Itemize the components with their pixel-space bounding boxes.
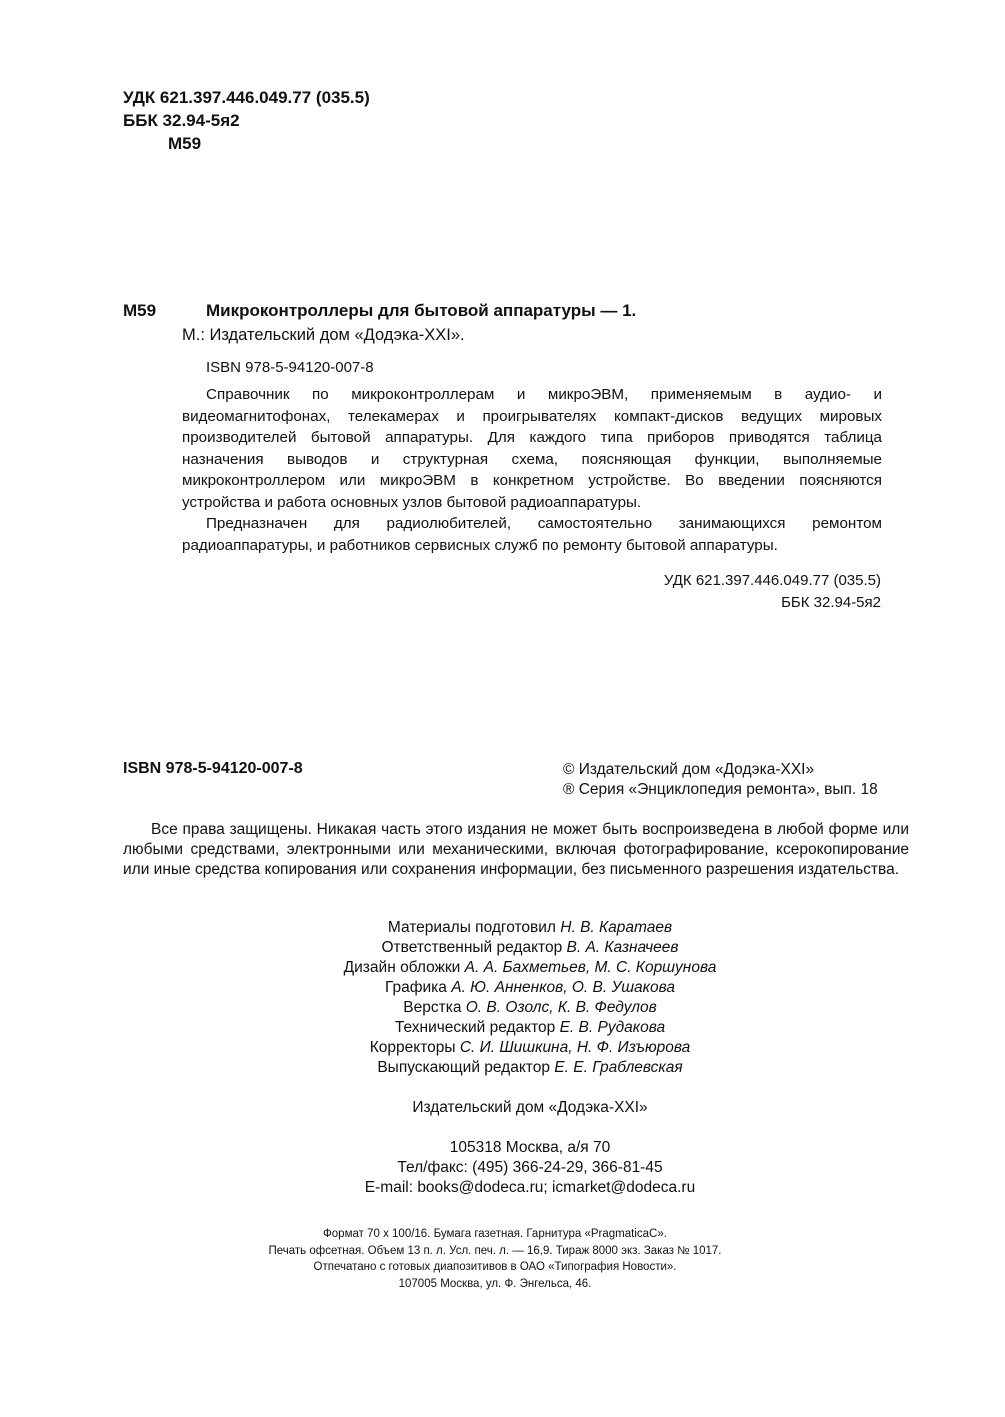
- staff-line: [230, 998, 830, 1018]
- staff-line: [230, 938, 830, 958]
- staff-line: [230, 958, 830, 978]
- udk-code-right: УДК 621.397.446.049.77 (035.5): [663, 572, 881, 589]
- imprint-line: Формат 70 х 100/16. Бумага газетная. Гарнитура «PragmaticaC».: [323, 1228, 667, 1240]
- bbk-code: ББК 32.94-5я2: [123, 111, 240, 130]
- author-sign: М59: [168, 134, 202, 153]
- staff-names: А. А. Бахметьев, М. С. Коршунова: [464, 959, 717, 976]
- staff-line: [230, 1018, 830, 1038]
- annotation-paragraph: Предназначен для радиолюбителей, самостоятельно занимающихся ремонтом радиоаппаратуры, и работников сервисных служб по ремонту бытовой аппаратуры.: [182, 515, 882, 554]
- staff-names: С. И. Шишкина, Н. Ф. Изъюрова: [459, 1039, 691, 1056]
- staff-credits: [230, 918, 830, 1078]
- staff-role: Верстка: [403, 999, 462, 1016]
- staff-role: Выпускающий редактор: [377, 1059, 550, 1076]
- staff-names: Е. В. Рудакова: [559, 1019, 666, 1036]
- annotation-paragraph: Справочник по микроконтроллерам и микроЭВМ, применяемым в аудио- и видеомагнитофонах, телекамерах и проигрывателях компакт-дисков ведущих мировых производителей бытовой аппаратуры. Для каждого типа приборов приводятся таблица назначения выводов и структурная схема, поясняющая функции, выполняемые микроконтроллером или микроЭВМ в конкретном устройстве. Во введении поясняются устройства и работа основных узлов бытовой радиоаппаратуры.: [182, 386, 882, 511]
- staff-names: А. Ю. Анненков, О. В. Ушакова: [451, 979, 675, 996]
- imprint-block: [195, 1226, 795, 1292]
- staff-names: Н. В. Каратаев: [560, 919, 673, 936]
- staff-role: Графика: [385, 979, 447, 996]
- copyright-block: [563, 760, 878, 800]
- entry-author-sign: М59: [123, 301, 157, 320]
- staff-role: Ответственный редактор: [381, 939, 563, 956]
- publisher-address: [230, 1138, 830, 1198]
- annotation: [182, 384, 882, 556]
- bbk-code-right: ББК 32.94-5я2: [781, 594, 881, 611]
- phone-fax: Тел/факс: (495) 366-24-29, 366-81-45: [397, 1159, 663, 1176]
- series-line: ® Серия «Энциклопедия ремонта», вып. 18: [563, 781, 878, 798]
- staff-line: [230, 1038, 830, 1058]
- rights-notice: [123, 820, 909, 880]
- staff-role: Материалы подготовил: [387, 919, 556, 936]
- book-title: Микроконтроллеры для бытовой аппаратуры — 1.: [206, 301, 637, 320]
- classification-codes-right: [560, 570, 881, 614]
- isbn-bottom: ISBN 978-5-94120-007-8: [123, 760, 303, 777]
- staff-line: [230, 978, 830, 998]
- publisher-name: Издательский дом «Додэка-XXI»: [412, 1099, 648, 1116]
- staff-role: Корректоры: [369, 1039, 456, 1056]
- postal-address: 105318 Москва, а/я 70: [449, 1139, 611, 1156]
- staff-names: В. А. Казначеев: [566, 939, 679, 956]
- classification-codes-header: [123, 86, 370, 155]
- publisher-line: М.: Издательский дом «Додэка-XXI».: [182, 326, 465, 344]
- staff-role: Технический редактор: [394, 1019, 556, 1036]
- imprint-line: Отпечатано с готовых диапозитивов в ОАО «Типография Новости».: [313, 1261, 677, 1273]
- imprint-line: 107005 Москва, ул. Ф. Энгельса, 46.: [398, 1277, 592, 1290]
- imprint-line: Печать офсетная. Объем 13 п. л. Усл. печ. л. — 16,9. Тираж 8000 экз. Заказ № 1017.: [268, 1244, 722, 1257]
- copyright-line: © Издательский дом «Додэка-XXI»: [563, 761, 815, 778]
- udk-code: УДК 621.397.446.049.77 (035.5): [123, 88, 370, 107]
- email-line: E-mail: books@dodeca.ru; icmarket@dodeca.ru: [364, 1179, 696, 1196]
- entry-isbn: ISBN 978-5-94120-007-8: [206, 359, 374, 376]
- staff-names: Е. Е. Граблевская: [554, 1059, 683, 1076]
- staff-role: Дизайн обложки: [343, 959, 461, 976]
- rights-text: Все права защищены. Никакая часть этого издания не может быть воспроизведена в любой форме или любыми средствами, электронными или механическими, включая фотографирование, ксерокопирование или иные средства копирования или сохранения информации, без письменного разрешения издательства.: [123, 821, 909, 878]
- staff-line: [230, 918, 830, 938]
- staff-names: О. В. Озолс, К. В. Федулов: [465, 999, 657, 1016]
- staff-line: [230, 1058, 830, 1078]
